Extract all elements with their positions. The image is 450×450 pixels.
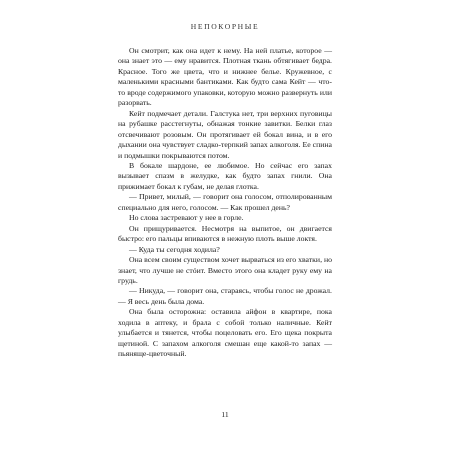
paragraph: Он прищуривается. Несмотря на выпитое, он двигается быстро: его пальцы впиваются в нежную плоть выше локтя. [118,223,332,244]
running-head: НЕПОКОРНЫЕ [190,22,260,31]
paragraph: Она была осторожна: оставила айфон в квартире, пока ходила в аптеку, и брала с собой только наличные. Кейт улыбается и тянется, чтобы поцеловать его. Его щека покрыта щетиной. С запахом алкоголя смешан еще какой-то запах — пьяняще-цветочный. [118,307,332,359]
body-text [118,46,332,360]
paragraph: Он смотрит, как она идет к нему. На ней платье, которое — она знает это — ему нравится. Плотная ткань обтягивает бедра. Красное. Того же цвета, что и нижнее белье. Кружевное, с маленькими красными бантиками. Как будто сама Кейт — что-то вроде содержимого упаковки, которую можно развернуть или разорвать. [118,46,332,108]
paragraph: — Куда ты сегодня ходила? [129,244,220,254]
paragraph: — Никуда, — говорит она, стараясь, чтобы голос не дрожал. — Я весь день была дома. [118,286,332,306]
paragraph: Но слова застревают у нее в горле. [129,213,244,223]
paragraph: — Привет, милый, — говорит она голосом, отполированным специально для него, голосом. — Как прошел день? [118,192,332,212]
page-number: 11 [221,410,229,419]
paragraph: Кейт подмечает детали. Галстука нет, три верхних пуговицы на рубашке расстегнуты, обнажая тонкие завитки. Белки глаз отсвечивают розовым. Он протягивает ей бокал вина, и в его дыхании она чувствует сладко-терпкий запах алкоголя. Ее спина и подмышки покрываются потом. [118,108,332,160]
paragraph: В бокале шардоне, ее любимое. Но сейчас его запах вызывает спазм в желудке, как будто запах гнили. Она прижимает бокал к губам, не делая глотка. [118,160,332,191]
paragraph: Она всем своим существом хочет вырваться из его хватки, но знает, что лучше не стóит. Вместо этого она кладет руку ему на грудь. [118,255,332,285]
